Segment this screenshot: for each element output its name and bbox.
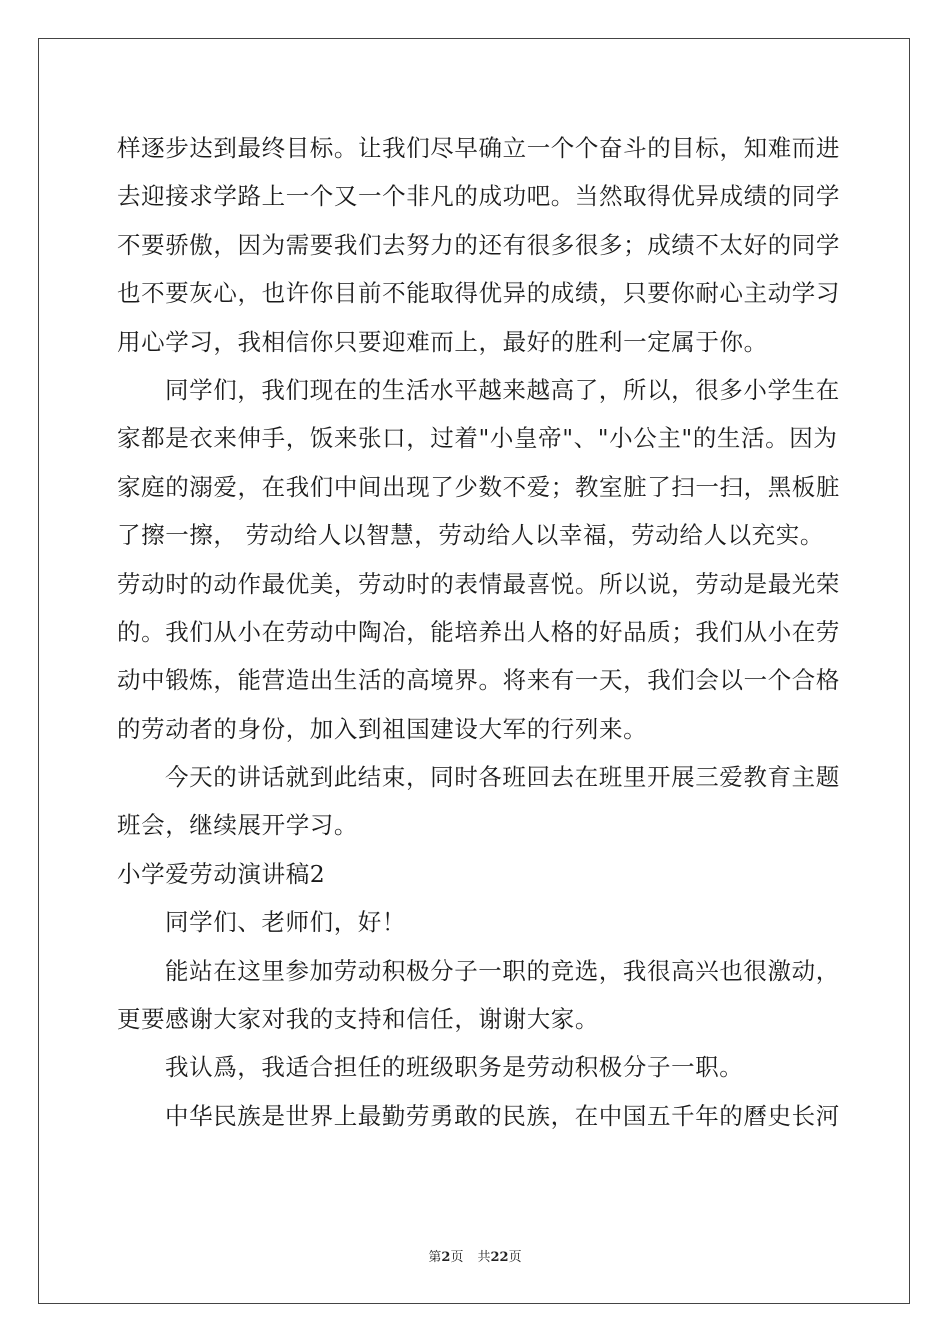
text-line: 的劳动者的身份，加入到祖国建设大军的行列来。 <box>117 714 648 743</box>
paragraph-start: 我认爲，我适合担任的班级职务是劳动积极分子一职。 <box>165 1053 744 1082</box>
text-line: 样逐步达到最终目标。让我们尽早确立一个个奋斗的目标，知难而进 <box>117 134 840 162</box>
text-line: 劳动时的动作最优美，劳动时的表情最喜悦。所以说，劳动是最光荣 <box>117 569 840 598</box>
page-suffix: 页 <box>450 1250 464 1265</box>
text-line: 不要骄傲，因为需要我们去努力的还有很多很多；成绩不太好的同学 <box>117 230 840 259</box>
total-pages: 22 <box>490 1250 509 1265</box>
text-line: 的。我们从小在劳动中陶冶，能培养出人格的好品质；我们从小在劳 <box>117 617 840 646</box>
document-body <box>117 124 840 1140</box>
text-line: 了擦一擦， 劳动给人以智慧，劳动给人以幸福，劳动给人以充实。 <box>117 521 824 550</box>
page-number: 2 <box>441 1250 451 1265</box>
text-line: 班会，继续展开学习。 <box>117 811 358 840</box>
section-heading: 小学爱劳动演讲稿2 <box>117 859 326 888</box>
page-footer <box>0 1246 950 1265</box>
text-line: 动中锻炼，能营造出生活的高境界。将来有一天，我们会以一个合格 <box>117 666 840 695</box>
text-line: 更要感谢大家对我的支持和信任，谢谢大家。 <box>117 1005 599 1034</box>
text-line: 家都是衣来伸手，饭来张口，过着"小皇帝"、"小公主"的生活。因为 <box>117 424 838 453</box>
paragraph-start: 能站在这里参加劳动积极分子一职的竞选，我很高兴也很激动， <box>165 956 840 985</box>
total-prefix: 共 <box>477 1250 491 1265</box>
text-line: 家庭的溺爱，在我们中间出现了少数不爱；教室脏了扫一扫，黑板脏 <box>117 472 840 501</box>
text-line: 去迎接求学路上一个又一个非凡的成功吧。当然取得优异成绩的同学 <box>117 182 840 211</box>
paragraph-start: 今天的讲话就到此结束，同时各班回去在班里开展三爱教育主题 <box>165 763 840 792</box>
paragraph-start: 同学们、老师们，好！ <box>165 908 406 937</box>
text-line: 用心学习，我相信你只要迎难而上，最好的胜利一定属于你。 <box>117 327 768 356</box>
total-suffix: 页 <box>508 1250 522 1265</box>
page-prefix: 第 <box>428 1250 442 1265</box>
paragraph-start: 同学们，我们现在的生活水平越来越高了，所以，很多小学生在 <box>165 375 840 404</box>
paragraph-start: 中华民族是世界上最勤劳勇敢的民族，在中国五千年的曆史长河 <box>165 1101 840 1130</box>
text-line: 也不要灰心，也许你目前不能取得优异的成绩，只要你耐心主动学习 <box>117 279 840 308</box>
